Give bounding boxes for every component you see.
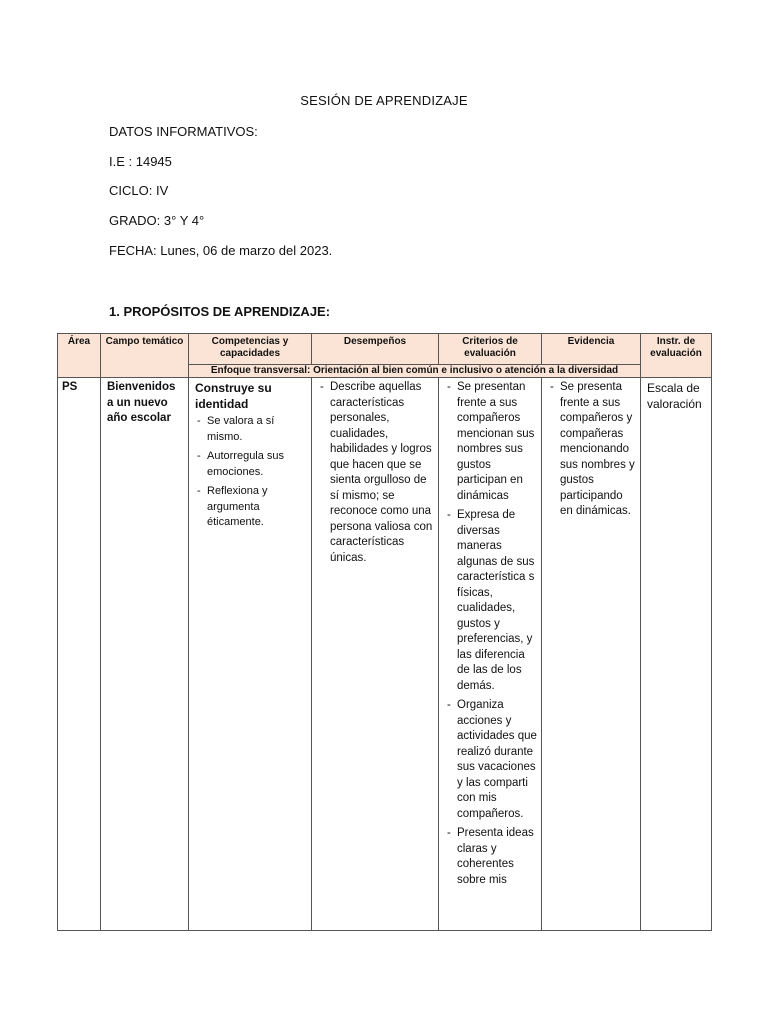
document-title: SESIÓN DE APRENDIZAJE xyxy=(300,93,468,108)
info-fecha: FECHA: Lunes, 06 de marzo del 2023. xyxy=(109,243,333,258)
header-competencias: Competencias y capacidades xyxy=(189,334,312,365)
list-item: - Se presentan frente a sus compañeros mencionan sus nombres sus gustos participan en dinámicas xyxy=(445,380,537,504)
section-heading-propositos: 1. PROPÓSITOS DE APRENDIZAJE: xyxy=(109,304,331,319)
desempenos-list xyxy=(318,380,434,566)
list-item: - Expresa de diversas maneras algunas de sus característica s físicas, cualidades, gustos y preferencias, y las diferencia de las de los demás. xyxy=(445,508,537,694)
list-item: - Organiza acciones y actividades que realizó durante sus vacaciones y las comparti con mis compañeros. xyxy=(445,698,537,822)
info-heading: DATOS INFORMATIVOS: xyxy=(109,124,258,139)
header-desempenos: Desempeños xyxy=(312,334,439,365)
list-item: - Se presenta frente a sus compañeros y compañeras mencionando sus nombres y gustos participando en dinámicas. xyxy=(548,380,636,520)
list-item: - Autorregula sus emociones. xyxy=(195,449,307,480)
cell-campo: Bienvenidos a un nuevo año escolar xyxy=(101,378,189,931)
info-grado: GRADO: 3° Y 4° xyxy=(109,213,205,228)
cell-competencias xyxy=(189,378,312,931)
list-item: - Se valora a sí mismo. xyxy=(195,414,307,445)
info-ciclo: CICLO: IV xyxy=(109,183,169,198)
header-criterios: Criterios de evaluación xyxy=(439,334,542,365)
enfoque-transversal: Enfoque transversal: Orientación al bien común e inclusivo o atención a la diversidad xyxy=(189,365,641,378)
competencia-title: Construye su identidad xyxy=(195,381,272,411)
list-item: - Reflexiona y argumenta éticamente. xyxy=(195,484,307,531)
cell-instr: Escala de valoración xyxy=(641,378,712,931)
table-row xyxy=(58,378,712,931)
info-ie: I.E : 14945 xyxy=(109,154,172,169)
list-item: - Describe aquellas características personales, cualidades, habilidades y logros que hacen que se sienta orgulloso de sí mismo; se reconoce como una persona valiosa con características únicas. xyxy=(318,380,434,566)
header-area: Área xyxy=(58,334,101,378)
cell-area: PS xyxy=(58,378,101,931)
cell-desempenos xyxy=(312,378,439,931)
cell-evidencia xyxy=(542,378,641,931)
evidencia-list xyxy=(548,380,636,520)
header-evidencia: Evidencia xyxy=(542,334,641,365)
header-campo: Campo temático xyxy=(101,334,189,378)
capacidades-list xyxy=(195,414,307,531)
learning-purposes-table xyxy=(57,333,712,931)
table-header-row xyxy=(58,334,712,365)
header-instr: Instr. de evaluación xyxy=(641,334,712,378)
criterios-list xyxy=(445,380,537,888)
list-item: - Presenta ideas claras y coherentes sobre mis xyxy=(445,826,537,888)
cell-criterios xyxy=(439,378,542,931)
